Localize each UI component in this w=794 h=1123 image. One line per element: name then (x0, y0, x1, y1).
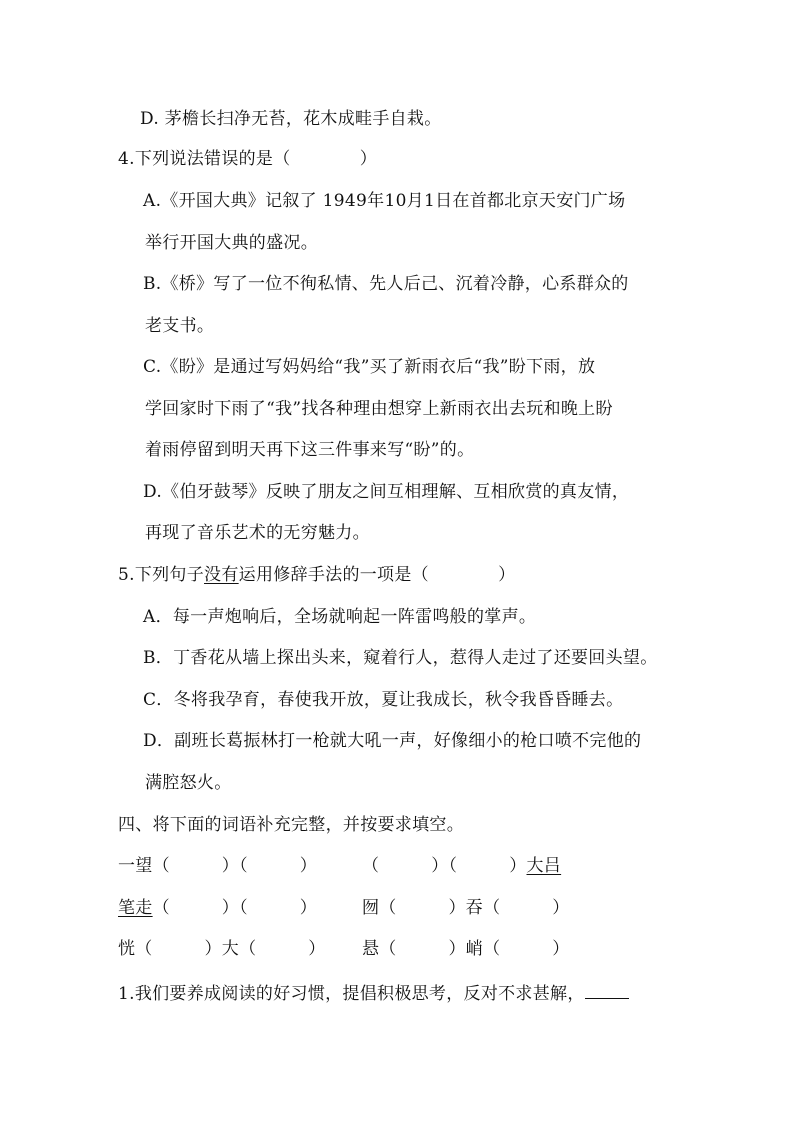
q5-stem-prefix: 5.下列句子 (118, 565, 205, 585)
q3-option-d: D. 茅檐长扫净无苔，花木成畦手自栽。 (140, 109, 442, 129)
q4-option-a-line1: A.《开国大典》记叙了 1949年10月1日在首都北京天安门广场 (143, 191, 626, 211)
q4-option-a-line2: 举行开国大典的盛况。 (145, 233, 318, 253)
section4-heading: 四、将下面的词语补充完整，并按要求填空。 (118, 815, 464, 835)
q4-option-c-line3: 着雨停留到明天再下这三件事来写“盼”的。 (145, 440, 475, 460)
answer-blank[interactable] (585, 982, 629, 999)
idiom-row1-right-blanks: （ ）（ ） (362, 856, 527, 876)
idiom-row3-left: 恍（ ）大（ ） (118, 939, 326, 959)
idiom-row2-right: 囫（ ）吞（ ） (362, 898, 570, 918)
q5-stem-underlined: 没有 (204, 565, 239, 585)
idiom-row2-left-blanks: （ ）（ ） (152, 898, 318, 918)
idiom-row1-right-underlined: 大吕 (526, 856, 562, 876)
idiom-row1-left: 一望（ ）（ ） (118, 856, 318, 876)
q4-option-d-line2: 再现了音乐艺术的无穷魅力。 (145, 523, 370, 543)
q5-option-b: B．丁香花从墙上探出头来，窥着行人，惹得人走过了还要回头望。 (143, 648, 658, 668)
idiom-row1-right (362, 855, 561, 877)
q5-option-c: C．冬将我孕育，春使我开放，夏让我成长，秋令我昏昏睡去。 (143, 690, 624, 710)
idiom-row3-right: 悬（ ）峭（ ） (362, 939, 570, 959)
q4-option-c-line1: C.《盼》是通过写妈妈给“我”买了新雨衣后“我”盼下雨，放 (143, 357, 596, 377)
q5-stem-suffix: 运用修辞手法的一项是（ ） (238, 565, 516, 585)
section4-item1-text: 1.我们要养成阅读的好习惯，提倡积极思考，反对不求甚解， (118, 984, 585, 1004)
idiom-row2-left-underlined: 笔走 (118, 898, 153, 918)
idiom-row2-left (118, 897, 317, 919)
q4-option-c-line2: 学回家时下雨了“我”找各种理由想穿上新雨衣出去玩和晚上盼 (145, 399, 613, 419)
section4-item1 (118, 982, 629, 1005)
q5-option-d-line2: 满腔怒火。 (145, 773, 232, 793)
q4-option-b-line1: B.《桥》写了一位不徇私情、先人后己、沉着冷静，心系群众的 (143, 274, 629, 294)
q5-stem (118, 564, 515, 586)
q4-stem: 4.下列说法错误的是（ ） (118, 149, 378, 169)
q4-option-b-line2: 老支书。 (145, 316, 215, 336)
q5-option-a: A．每一声炮响后，全场就响起一阵雷鸣般的掌声。 (143, 607, 537, 627)
q5-option-d-line1: D．副班长葛振林打一枪就大吼一声，好像细小的枪口喷不完他的 (143, 731, 642, 751)
q4-option-d-line1: D.《伯牙鼓琴》反映了朋友之间互相理解、互相欣赏的真友情， (143, 482, 630, 502)
